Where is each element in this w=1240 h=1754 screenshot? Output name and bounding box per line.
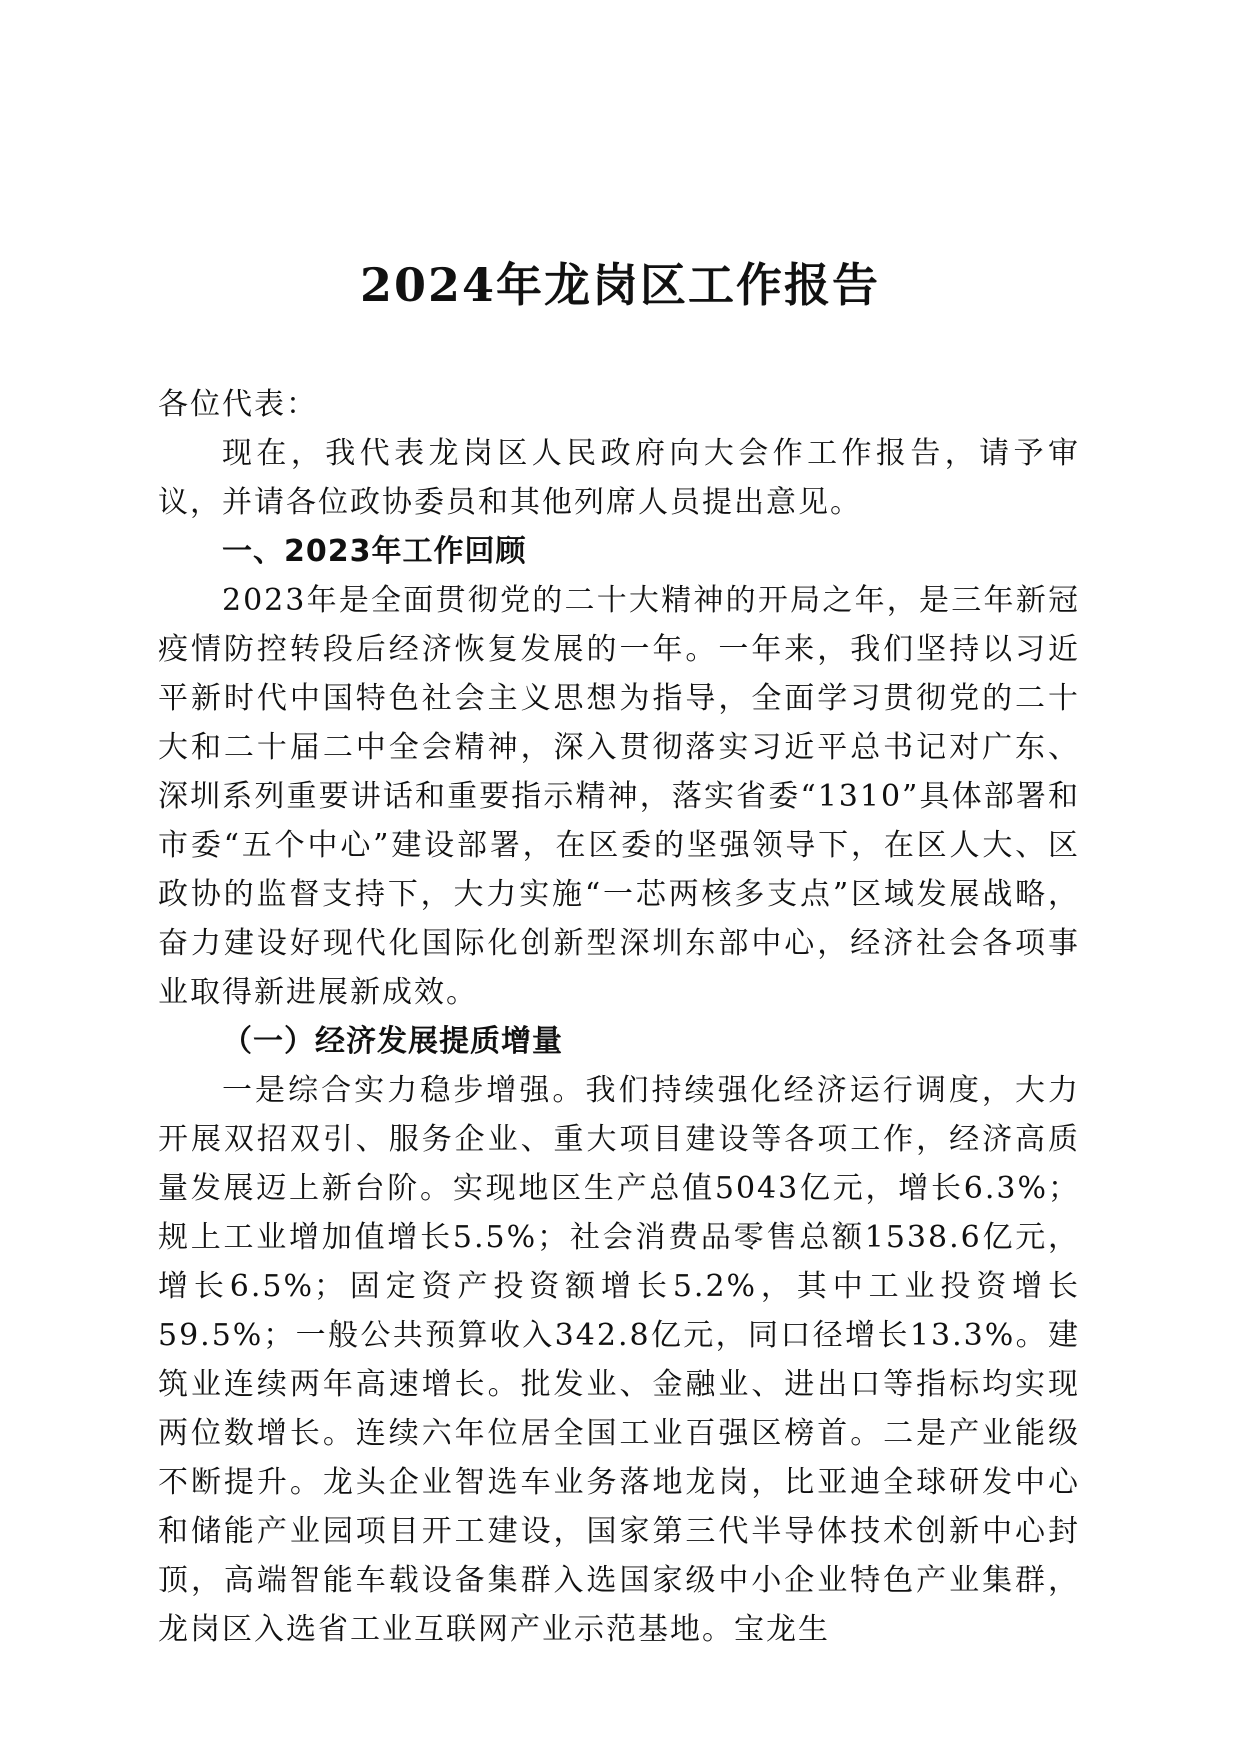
salutation: 各位代表： [158, 387, 318, 422]
section-paragraph: 2023年是全面贯彻党的二十大精神的开局之年，是三年新冠疫情防控转段后经济恢复发展的一年。一年来，我们坚持以习近平新时代中国特色社会主义思想为指导，全面学习贯彻党的二十大和二十届二中全会精神，深入贯彻落实习近平总书记对广东、深圳系列重要讲话和重要指示精神，落实省委“1310”具体部署和市委“五个中心”建设部署，在区委的坚强领导下，在区人大、区政协的监督支持下，大力实施“一芯两核多支点”区域发展战略，奋力建设好现代化国际化创新型深圳东部中心，经济社会各项事业取得新进展新成效。 [158, 583, 1080, 1010]
subsection-paragraph: 一是综合实力稳步增强。我们持续强化经济运行调度，大力开展双招双引、服务企业、重大项目建设等各项工作，经济高质量发展迈上新台阶。实现地区生产总值5043亿元，增长6.3%；规上工业增加值增长5.5%；社会消费品零售总额1538.6亿元，增长6.5%；固定资产投资额增长5.2%，其中工业投资增长59.5%；一般公共预算收入342.8亿元，同口径增长13.3%。建筑业连续两年高速增长。批发业、金融业、进出口等指标均实现两位数增长。连续六年位居全国工业百强区榜首。二是产业能级不断提升。龙头企业智选车业务落地龙岗，比亚迪全球研发中心和储能产业园项目开工建设，国家第三代半导体技术创新中心封顶，高端智能车载设备集群入选国家级中小企业特色产业集群，龙岗区入选省工业互联网产业示范基地。宝龙生 [158, 1073, 1080, 1647]
subsection-heading: （一）经济发展提质增量 [222, 1024, 563, 1059]
document-body [158, 380, 1080, 1654]
intro-paragraph: 现在，我代表龙岗区人民政府向大会作工作报告，请予审议，并请各位政协委员和其他列席人员提出意见。 [158, 436, 1080, 520]
section-heading: 一、2023年工作回顾 [222, 534, 527, 569]
document-title: 2024年龙岗区工作报告 [359, 258, 881, 312]
